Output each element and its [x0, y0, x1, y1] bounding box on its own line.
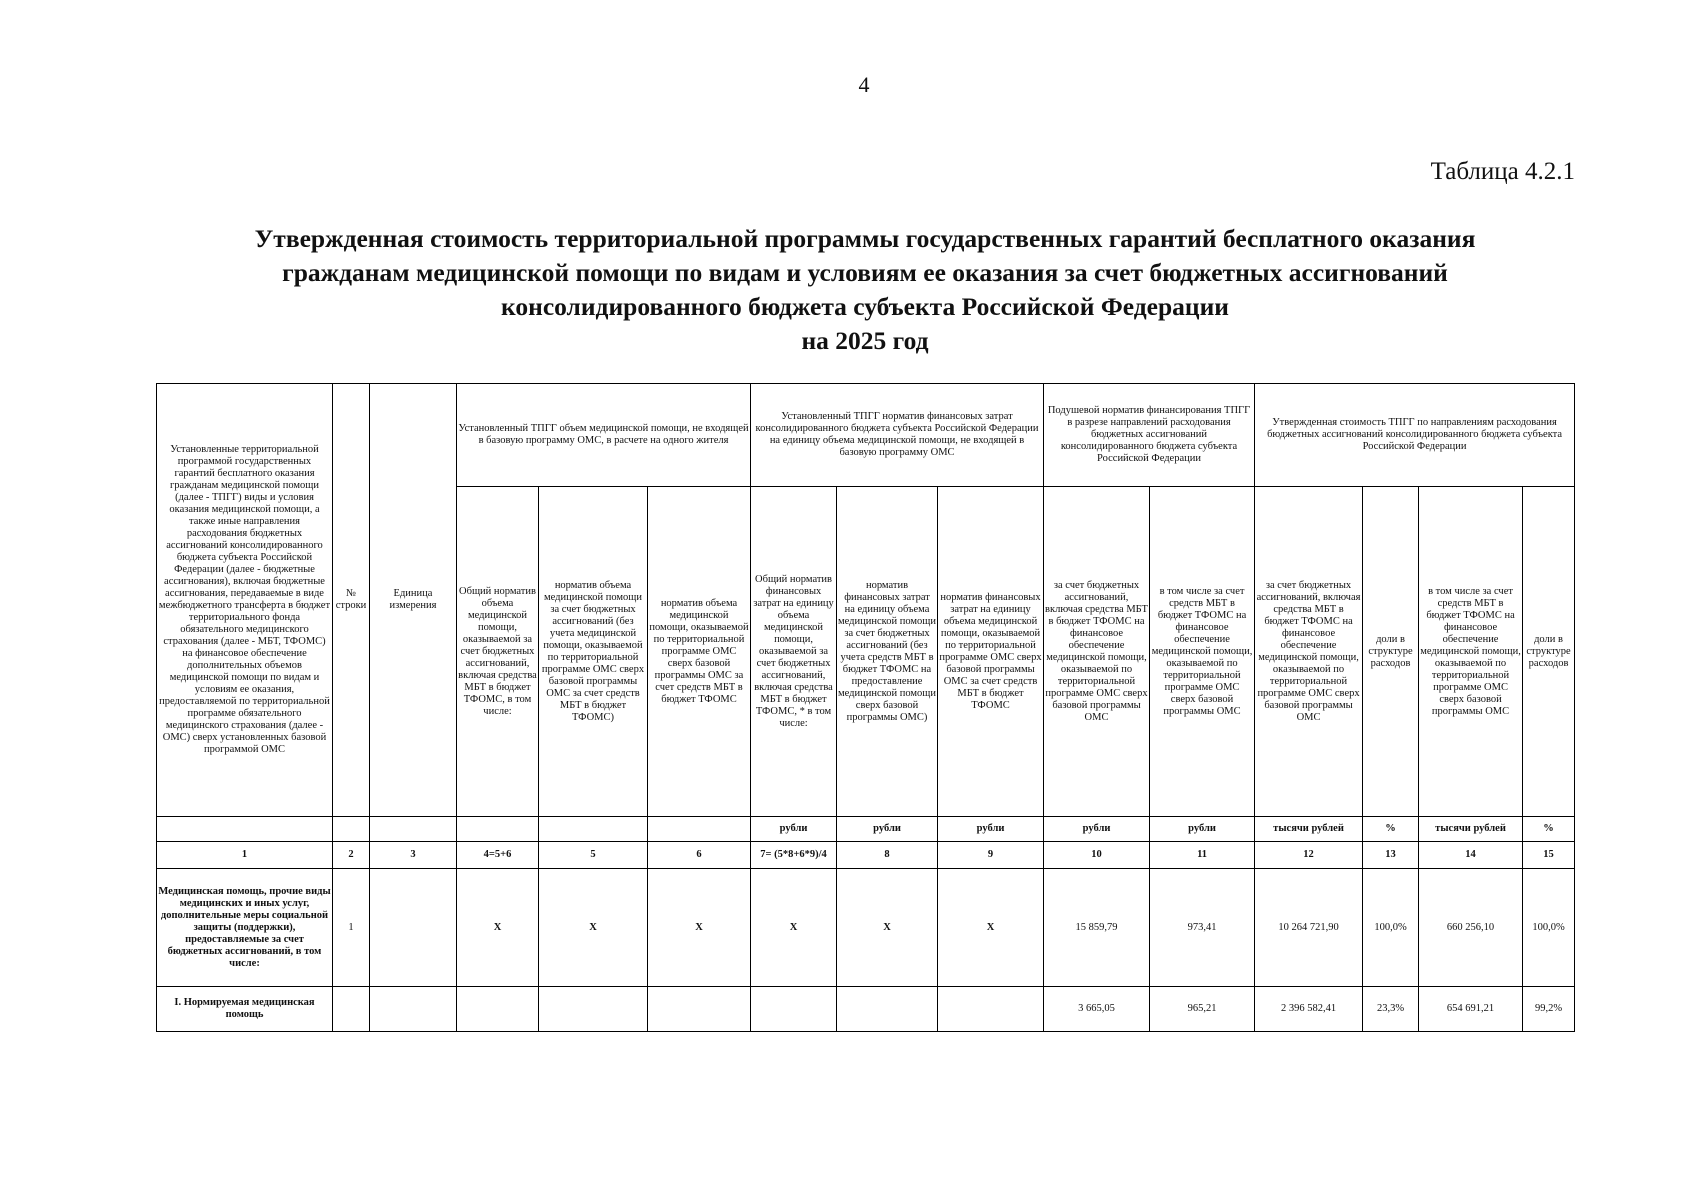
title-line-1: Утвержденная стоимость территориальной программы государственных гарантий бесплатного оказания — [254, 224, 1476, 253]
column-number: 4=5+6 — [457, 842, 539, 869]
row-name: I. Нормируемая медицинская помощь — [157, 987, 333, 1032]
column-number: 5 — [539, 842, 648, 869]
header-col-10: за счет бюджетных ассигнований, включая средства МБТ в бюджет ТФОМС на финансовое обеспечение медицинской помощи, оказываемой по территориальной программе ОМС сверх базовой программы ОМС — [1044, 487, 1150, 817]
table-row — [157, 987, 1575, 1032]
row-name: Медицинская помощь, прочие виды медицинских и иных услуг, дополнительные меры социальной защиты (поддержки), предоставляемые за счет бюджетных ассигнований, в том числе: — [157, 869, 333, 987]
header-col-14: в том числе за счет средств МБТ в бюджет ТФОМС на финансовое обеспечение медицинской помощи, оказываемой по территориальной программе ОМС сверх базовой программы ОМС — [1419, 487, 1523, 817]
header-col-4: Общий норматив объема медицинской помощи, оказываемой за счет бюджетных ассигнований, включая средства МБТ в бюджет ТФОМС, в том числе: — [457, 487, 539, 817]
table-row — [157, 869, 1575, 987]
header-col-13: доли в структуре расходов — [1363, 487, 1419, 817]
header-col-11: в том числе за счет средств МБТ в бюджет ТФОМС на финансовое обеспечение медицинской помощи, оказываемой по территориальной программе ОМС сверх базовой программы ОМС — [1150, 487, 1255, 817]
header-col-12: за счет бюджетных ассигнований, включая средства МБТ в бюджет ТФОМС на финансовое обеспечение медицинской помощи, оказываемой по территориальной программе ОМС сверх базовой программы ОМС — [1255, 487, 1363, 817]
table-cell — [457, 987, 539, 1032]
table-cell: Х — [751, 869, 837, 987]
unit-cell: рубли — [751, 817, 837, 842]
unit-cell — [539, 817, 648, 842]
unit-cell: тысячи рублей — [1255, 817, 1363, 842]
header-col-3: Единица измерения — [370, 384, 457, 817]
column-number: 15 — [1523, 842, 1575, 869]
table-cell — [370, 869, 457, 987]
table-cell: 10 264 721,90 — [1255, 869, 1363, 987]
table-cell — [370, 987, 457, 1032]
table-cell — [539, 987, 648, 1032]
header-group-row — [157, 384, 1575, 487]
column-number: 11 — [1150, 842, 1255, 869]
unit-cell — [457, 817, 539, 842]
unit-cell — [333, 817, 370, 842]
document-title — [150, 222, 1580, 358]
unit-cell — [370, 817, 457, 842]
header-col-5: норматив объема медицинской помощи за счет бюджетных ассигнований (без учета медицинской помощи, оказываемой по территориальной программе ОМС сверх базовой программы ОМС за счет средств МБТ в бюджет ТФОМС) — [539, 487, 648, 817]
page-number: 4 — [858, 72, 870, 97]
table-cell — [837, 987, 938, 1032]
header-group-4: Утвержденная стоимость ТПГГ по направлениям расходования бюджетных ассигнований консолидированного бюджета субъекта Российской Федерации — [1255, 384, 1575, 487]
column-number: 10 — [1044, 842, 1150, 869]
unit-cell: рубли — [938, 817, 1044, 842]
table-cell: Х — [457, 869, 539, 987]
header-col-7: Общий норматив финансовых затрат на единицу объема медицинской помощи, оказываемой за счет бюджетных ассигнований, включая средства МБТ в бюджет ТФОМС, * в том числе: — [751, 487, 837, 817]
unit-cell — [648, 817, 751, 842]
title-line-4: на 2025 год — [801, 326, 929, 355]
unit-cell: тысячи рублей — [1419, 817, 1523, 842]
table-cell: 660 256,10 — [1419, 869, 1523, 987]
column-number: 8 — [837, 842, 938, 869]
table-cell — [648, 987, 751, 1032]
header-group-3: Подушевой норматив финансирования ТПГГ в разрезе направлений расходования бюджетных ассигнований консолидированного бюджета субъекта Российской Федерации — [1044, 384, 1255, 487]
header-col-6: норматив объема медицинской помощи, оказываемой по территориальной программе ОМС сверх базовой программы ОМС за счет средств МБТ в бюджет ТФОМС — [648, 487, 751, 817]
table-cell: 1 — [333, 869, 370, 987]
header-col-1: Установленные территориальной программой государственных гарантий бесплатного оказания гражданам медицинской помощи (далее - ТПГГ) виды и условия оказания медицинской помощи, а также иные направления расходования бюджетных ассигнований консолидированного бюджета субъекта Российской Федерации (далее - бюджетные ассигнования), включая бюджетные ассигнования, передаваемые в виде межбюджетного трансферта в бюджет территориального фонда обязательного медицинского страхования (далее - МБТ, ТФОМС) на финансовое обеспечение дополнительных объемов медицинской помощи по видам и условиям ее оказания, предоставляемой по территориальной программе обязательного медицинского страхования (далее - ОМС) сверх установленных базовой программой ОМС — [157, 384, 333, 817]
table-cell: 965,21 — [1150, 987, 1255, 1032]
table-cell — [333, 987, 370, 1032]
table-cell: 973,41 — [1150, 869, 1255, 987]
header-col-9: норматив финансовых затрат на единицу объема медицинской помощи, оказываемой по территориальной программе ОМС сверх базовой программы ОМС за счет средств МБТ в бюджет ТФОМС — [938, 487, 1044, 817]
column-number: 7= (5*8+6*9)/4 — [751, 842, 837, 869]
table-cell — [938, 987, 1044, 1032]
table-cell: Х — [648, 869, 751, 987]
table-cell: 99,2% — [1523, 987, 1575, 1032]
units-row — [157, 817, 1575, 842]
header-col-2: № строки — [333, 384, 370, 817]
unit-cell — [157, 817, 333, 842]
header-group-2: Установленный ТПГГ норматив финансовых затрат консолидированного бюджета субъекта Российской Федерации на единицу объема медицинской помощи, не входящей в базовую программу ОМС — [751, 384, 1044, 487]
unit-cell: рубли — [1150, 817, 1255, 842]
unit-cell: рубли — [837, 817, 938, 842]
header-col-15: доли в структуре расходов — [1523, 487, 1575, 817]
table-cell: 100,0% — [1523, 869, 1575, 987]
column-number: 14 — [1419, 842, 1523, 869]
table-cell: 23,3% — [1363, 987, 1419, 1032]
header-col-8: норматив финансовых затрат на единицу объема медицинской помощи за счет бюджетных ассигнований (без учета средств МБТ в бюджет ТФОМС на предоставление медицинской помощи сверх базовой программы ОМС) — [837, 487, 938, 817]
table-cell: Х — [938, 869, 1044, 987]
column-number: 2 — [333, 842, 370, 869]
column-number: 6 — [648, 842, 751, 869]
header-group-1: Установленный ТПГГ объем медицинской помощи, не входящей в базовую программу ОМС, в расчете на одного жителя — [457, 384, 751, 487]
column-number: 12 — [1255, 842, 1363, 869]
column-numbers-row — [157, 842, 1575, 869]
table-cell: Х — [837, 869, 938, 987]
table-cell: 2 396 582,41 — [1255, 987, 1363, 1032]
column-number: 1 — [157, 842, 333, 869]
table-cell: 3 665,05 — [1044, 987, 1150, 1032]
column-number: 3 — [370, 842, 457, 869]
column-number: 9 — [938, 842, 1044, 869]
unit-cell: % — [1363, 817, 1419, 842]
cost-table — [156, 383, 1575, 1032]
unit-cell: % — [1523, 817, 1575, 842]
table-cell: 654 691,21 — [1419, 987, 1523, 1032]
title-line-2: гражданам медицинской помощи по видам и условиям ее оказания за счет бюджетных ассигнований — [282, 258, 1448, 287]
table-cell: Х — [539, 869, 648, 987]
table-number: Таблица 4.2.1 — [1430, 158, 1575, 185]
column-number: 13 — [1363, 842, 1419, 869]
title-line-3: консолидированного бюджета субъекта Российской Федерации — [501, 292, 1229, 321]
table-cell — [751, 987, 837, 1032]
table-cell: 15 859,79 — [1044, 869, 1150, 987]
table-cell: 100,0% — [1363, 869, 1419, 987]
unit-cell: рубли — [1044, 817, 1150, 842]
